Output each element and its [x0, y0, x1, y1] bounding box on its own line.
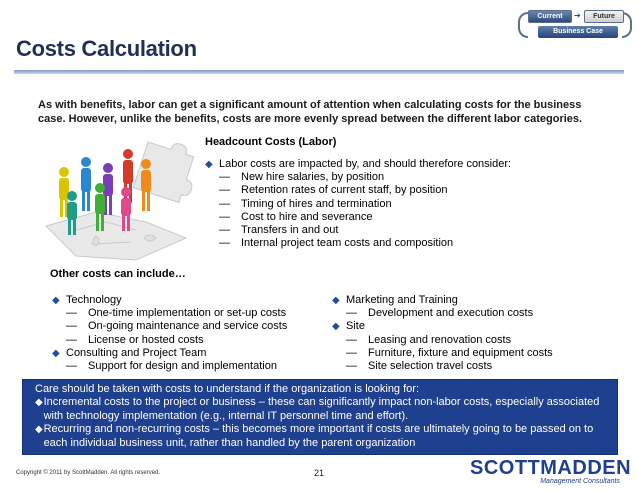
copyright-text: Copyright © 2011 by ScottMadden. All rights reserved.	[16, 470, 161, 476]
dash-bullet-icon: —	[219, 210, 230, 223]
diamond-bullet-icon: ◆	[52, 347, 60, 359]
list-item: — Timing of hires and termination	[219, 197, 392, 210]
scottmadden-logo	[470, 458, 630, 490]
list-item: — Support for design and implementation	[66, 360, 277, 373]
diamond-bullet-icon: ◆	[35, 397, 43, 409]
diamond-bullet-icon: ◆	[52, 295, 60, 306]
intro-text: As with benefits, labor can get a significant amount of attention when calculating costs for the business case. However, unlike the benefits, costs are more evenly spread between the different labor categories.	[38, 99, 583, 125]
dash-bullet-icon: —	[219, 184, 230, 197]
list-item: — Leasing and renovation costs	[346, 333, 512, 346]
list-item: — Furniture, fixture and equipment costs	[346, 346, 553, 359]
care-callout-box	[22, 379, 618, 455]
dash-bullet-icon: —	[66, 333, 77, 346]
cycle-arrow-left-icon	[518, 12, 528, 38]
dash-bullet-icon: —	[66, 320, 77, 333]
logo-wordmark: SCOTTMADDEN	[470, 457, 632, 479]
list-item: ◆ Consulting and Project Team	[52, 346, 207, 359]
dash-bullet-icon: —	[219, 171, 230, 184]
diamond-bullet-icon: ◆	[332, 295, 340, 306]
list-item: ◆ Marketing and Training	[332, 294, 458, 306]
list-item: — New hire salaries, by position	[219, 171, 385, 184]
dash-bullet-icon: —	[346, 307, 357, 320]
page-number: 21	[314, 468, 325, 478]
list-item: — Cost to hire and severance	[219, 210, 373, 223]
puzzle-people-illustration	[36, 134, 194, 266]
dash-bullet-icon: —	[346, 346, 357, 359]
dash-bullet-icon: —	[219, 237, 230, 250]
list-item: ◆ Technology	[52, 294, 122, 306]
dash-bullet-icon: —	[219, 224, 230, 237]
care-intro: Care should be taken with costs to understand if the organization is looking for:	[35, 383, 420, 395]
nav-current[interactable]: Current	[528, 10, 572, 23]
list-item: ◆ Labor costs are impacted by, and should therefore consider:	[205, 158, 512, 170]
list-item: — Site selection travel costs	[346, 360, 493, 373]
headcount-list	[205, 158, 511, 250]
list-item: — Retention rates of current staff, by position	[219, 184, 448, 197]
list-item: — License or hosted costs	[66, 333, 204, 346]
diamond-bullet-icon: ◆	[35, 424, 43, 436]
logo-tagline: Management Consultants	[540, 478, 620, 485]
list-item: ◆ Recurring and non-recurring costs – this becomes more important if costs are ultimately going to be passed on to each individual business unit, rather than handled by the parent organization	[35, 423, 594, 449]
other-costs-right-list	[332, 294, 553, 373]
diamond-bullet-icon: ◆	[332, 321, 340, 333]
nav-business-case[interactable]: Business Case	[538, 26, 618, 38]
other-costs-left-list	[52, 294, 287, 373]
list-item: ◆ Site	[332, 320, 365, 333]
dash-bullet-icon: —	[66, 360, 77, 373]
current-future-nav	[516, 4, 634, 42]
dash-bullet-icon: —	[346, 333, 357, 346]
title-divider	[14, 70, 624, 74]
dash-bullet-icon: —	[66, 307, 77, 320]
list-item: — On-going maintenance and service costs	[66, 320, 288, 333]
list-item: — Transfers in and out	[219, 224, 339, 237]
list-item: — One-time implementation or set-up costs	[66, 307, 287, 320]
list-item: — Internal project team costs and composition	[219, 237, 454, 250]
list-item: — Development and execution costs	[346, 307, 534, 320]
dash-bullet-icon: —	[346, 360, 357, 373]
arrow-right-icon: ➔	[574, 11, 581, 20]
puzzle-pieces	[46, 212, 186, 260]
nav-future[interactable]: Future	[584, 10, 624, 23]
list-item: ◆ Incremental costs to the project or business – these can significantly impact non-labor costs, especially associated with technology implementation (e.g., internal IT personnel time and effort).	[35, 396, 600, 422]
dash-bullet-icon: —	[219, 197, 230, 210]
diamond-bullet-icon: ◆	[205, 159, 213, 170]
page-title: Costs Calculation	[16, 36, 197, 61]
headcount-heading: Headcount Costs (Labor)	[205, 136, 337, 148]
other-costs-heading: Other costs can include…	[50, 268, 186, 280]
